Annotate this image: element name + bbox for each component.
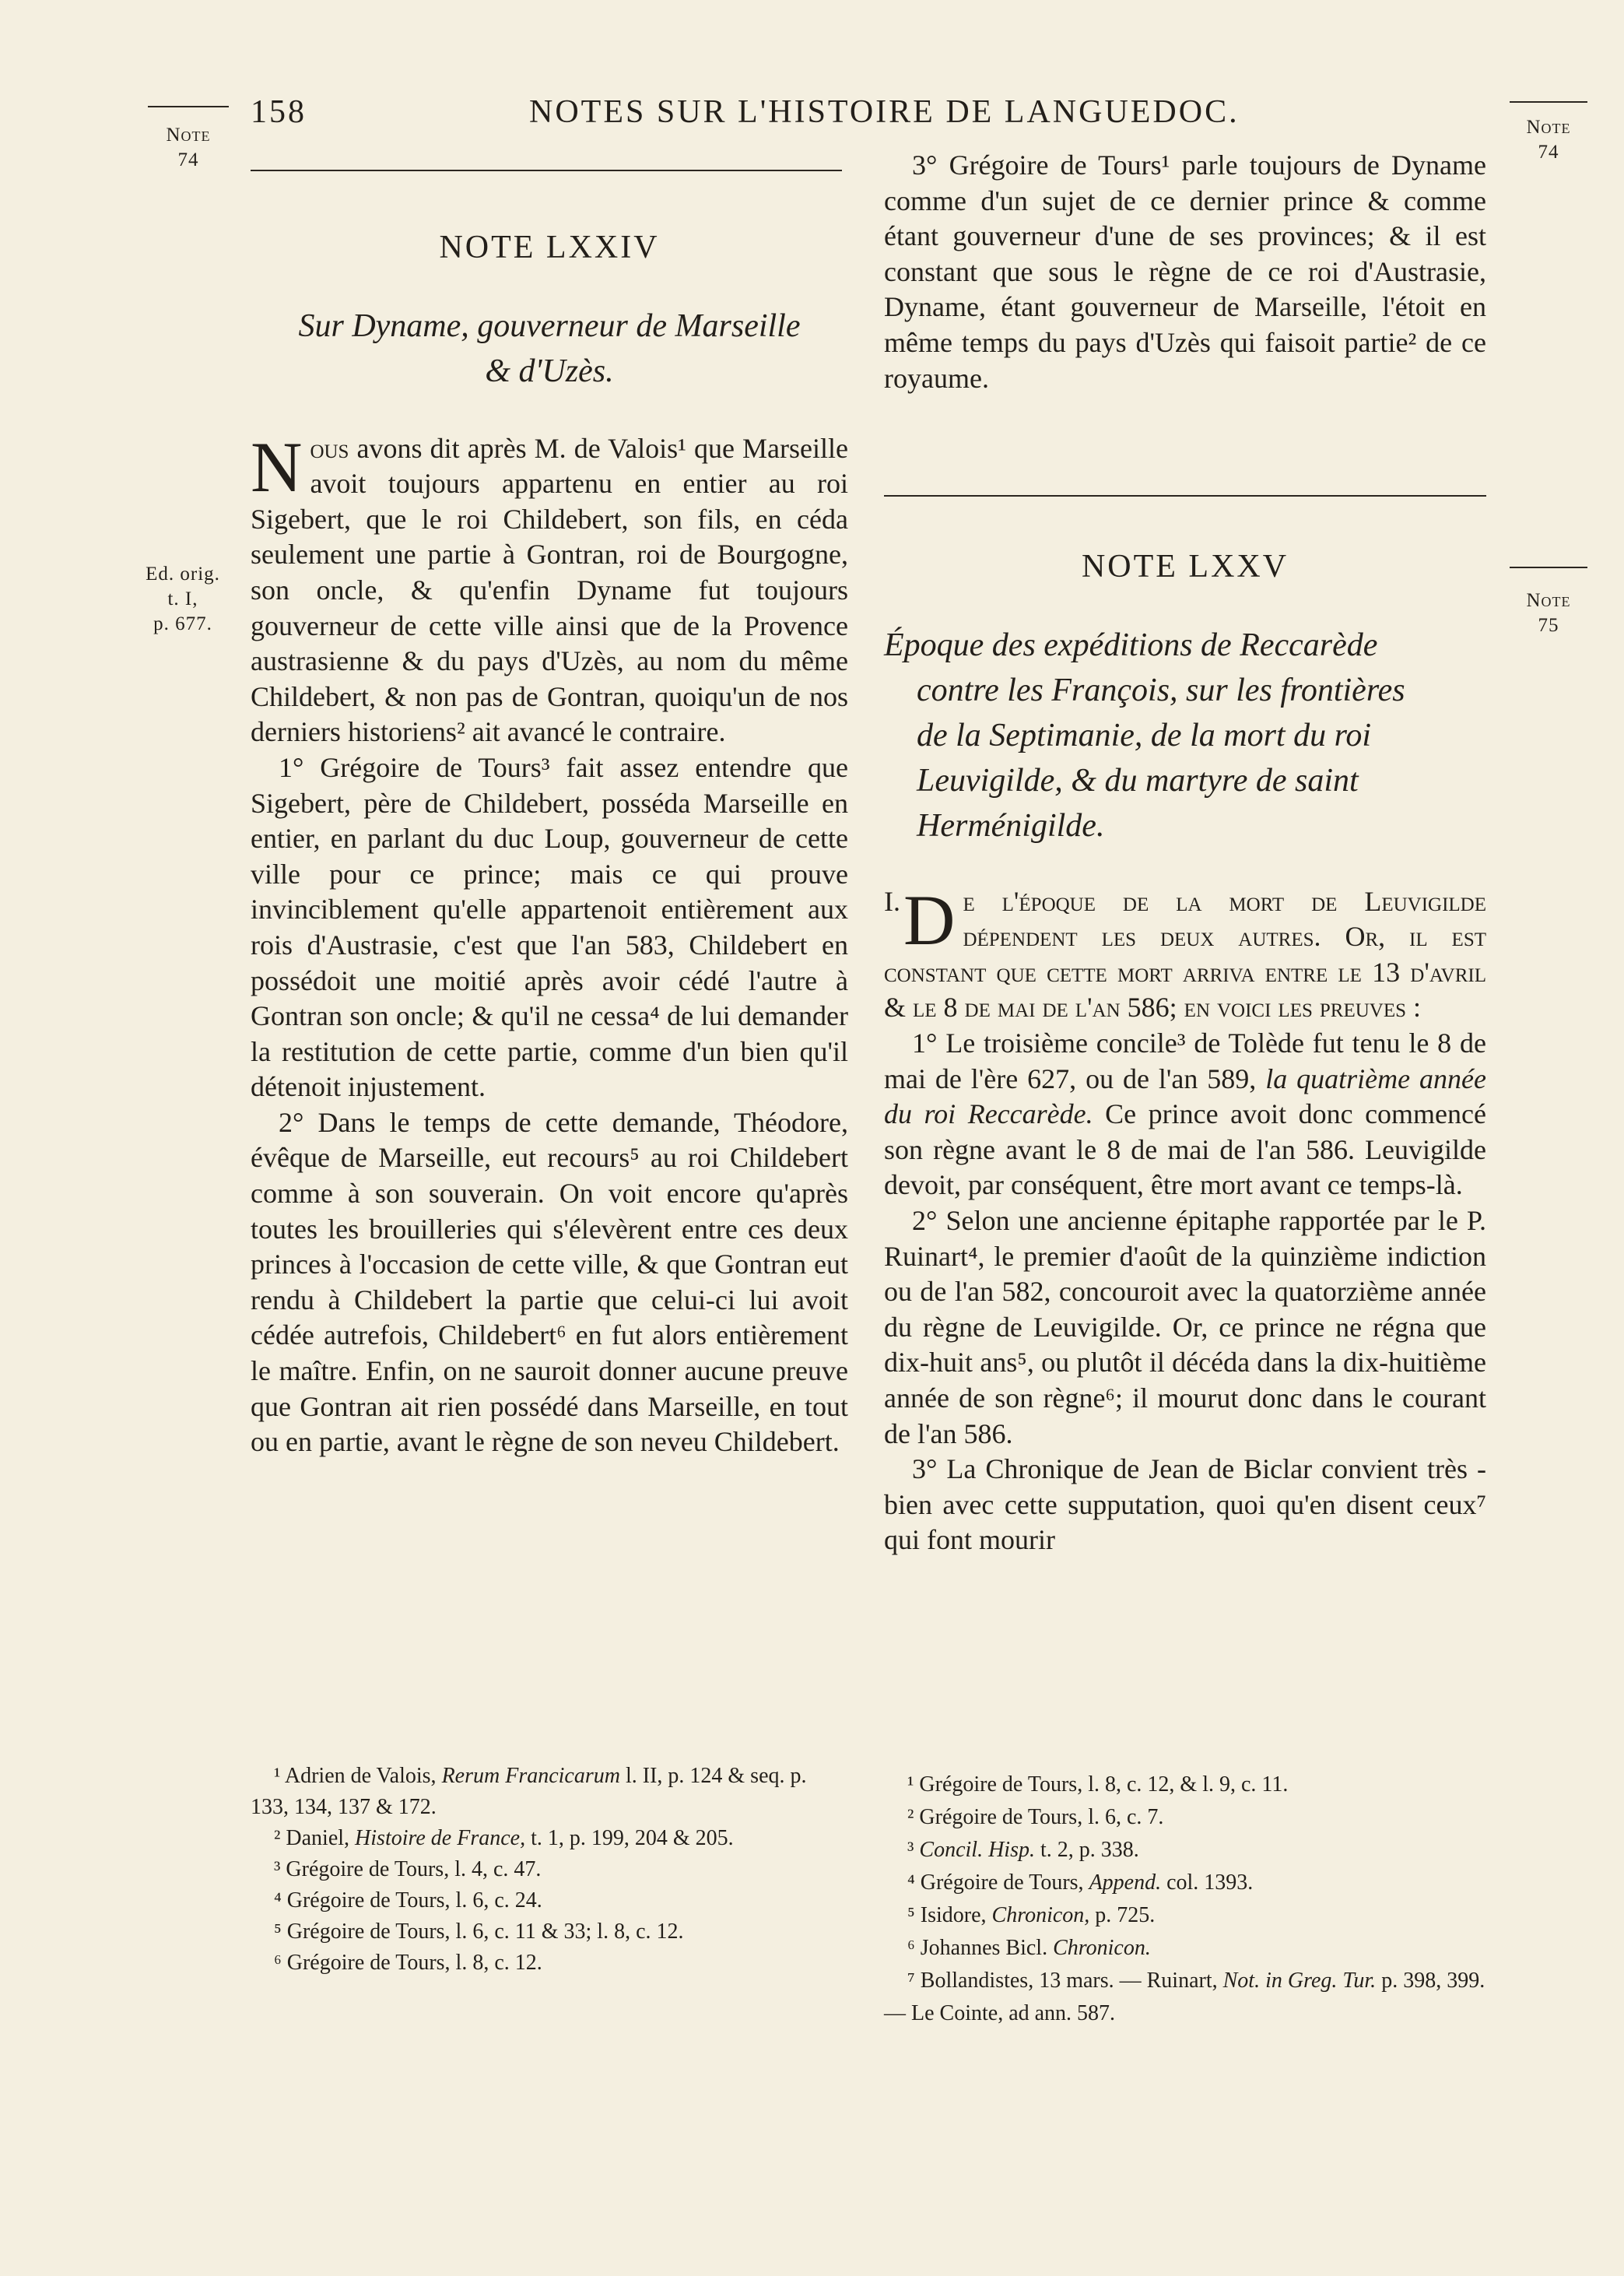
note74-title: NOTE LXXIV — [439, 230, 660, 265]
right-margin-rule-mid — [1510, 567, 1587, 568]
right-note-mid-label: Note — [1526, 590, 1571, 611]
left-footnote: ⁶ Grégoire de Tours, l. 8, c. 12. — [274, 1951, 542, 1975]
header-rule — [251, 170, 842, 171]
note75-subtitle-2: contre les François, sur les frontières — [917, 672, 1405, 708]
note75-subtitle-1: Époque des expéditions de Reccarède — [884, 627, 1378, 663]
ed-orig-line1: Ed. orig. — [146, 564, 220, 585]
left-column — [251, 230, 848, 1460]
right-footnote: ⁴ Grégoire de Tours, Append. col. 1393. — [907, 1870, 1254, 1895]
right-margin-note-top — [1510, 115, 1587, 165]
left-footnote: ² Daniel, Histoire de France, t. 1, p. 199, 204 & 205. — [274, 1826, 734, 1850]
note75-block — [884, 550, 1486, 1558]
note75-title: NOTE LXXV — [1081, 549, 1289, 585]
right-footnote: ³ Concil. Hisp. t. 2, p. 338. — [907, 1838, 1139, 1862]
note74-dropcap: N — [251, 427, 303, 507]
left-note-label: Note — [166, 125, 211, 146]
right-footnote: ⁶ Johannes Bicl. Chronicon. — [907, 1936, 1151, 1960]
note74-para1-smallcaps: ous — [310, 432, 349, 464]
note75-para3: 2° Selon une ancienne épitaphe rapportée par le P. Ruinart⁴, le premier d'août de la quinzième indiction ou de l'an 582, concouroit avec la quatorzième année du règne de Leuvigilde. Or, ce prince ne régna que dix-huit ans⁵, ou plutôt il décéda dans la dix-huitième année de son règne⁶; il mourut donc dans le courant de l'an 586. — [884, 1204, 1486, 1449]
left-footnotes — [251, 1761, 848, 1979]
note75-subtitle-3: de la Septimanie, de la mort du roi — [917, 717, 1372, 753]
right-note-top-label: Note — [1526, 117, 1571, 138]
note75-para2: 1° Le troisième concile³ de Tolède fut tenu le 8 de mai de l'ère 627, ou de l'an 589, la quatrième année du roi Reccarède. Ce prince avoit donc commencé son règne avant le 8 de mai de l'an 586. Leuvigilde devoit, par conséquent, être mort avant ce temps-là. — [884, 1027, 1486, 1201]
ed-orig-line2: t. I, — [167, 588, 198, 609]
left-note-number: 74 — [177, 149, 199, 170]
note74-subtitle-1: Sur Dyname, gouverneur de Marseille — [298, 307, 801, 344]
right-footnote: ⁷ Bollandistes, 13 mars. — Ruinart, Not. in Greg. Tur. p. 398, 399. — Le Cointe, ad ann. 587. — [884, 1969, 1485, 2025]
note75-para2-italic: la quatrième année du roi Reccarède. — [884, 1062, 1486, 1130]
running-title: NOTES SUR L'HISTOIRE DE LANGUEDOC. — [529, 94, 1240, 130]
note75-para1 — [884, 880, 1486, 1026]
right-note-mid-number: 75 — [1538, 615, 1559, 636]
left-margin-note — [148, 123, 229, 173]
note74-para1 — [251, 427, 848, 750]
note74-para3: 2° Dans le temps de cette demande, Théodore, évêque de Marseille, eut recours⁵ au roi Childebert comme à son souverain. On voit encore qu'après toutes les brouilleries qui s'élevèrent entre ces deux princes à l'occasion de cette ville, & que Gontran eut rendu à Childebert la partie que celui-ci lui avoit cédée autrefois, Childebert⁶ en fut alors entièrement le maître. Enfin, on ne sauroit donner aucune preuve que Gontran ait rien possédé dans Marseille, en tout ou en partie, avant le règne de son neveu Childebert. — [251, 1106, 848, 1458]
note74-para1-text: avons dit après M. de Valois¹ que Marseille avoit toujours appartenu en entier au roi Sigebert, que le roi Childebert, son fils, en céda seulement une partie à Gontran, roi de Bourgogne, son oncle, & qu'enfin Dyname fut toujours gouverneur de cette ville ainsi que de la Provence austrasienne & du pays d'Uzès, au nom du même Childebert, & non pas de Gontran, quoiqu'un de nos derniers historiens² ait avancé le contraire. — [251, 432, 848, 748]
right-footnote: ¹ Grégoire de Tours, l. 8, c. 12, & l. 9, c. 11. — [907, 1772, 1289, 1797]
right-footnotes — [884, 1768, 1486, 2030]
note74-para2: 1° Grégoire de Tours³ fait assez entendre que Sigebert, père de Childebert, posséda Marseille en entier, en parlant du duc Loup, gouverneur de cette ville pour ce prince; mais ce qui prouve invinciblement qu'elle appartenoit entièrement aux rois d'Austrasie, c'est que l'an 583, Childebert en possédoit une moitié après avoir cédé l'autre à Gontran son oncle; & qu'il ne cessa⁴ de lui demander la restitution de cette partie, comme d'un bien qu'il détenoit injustement. — [251, 751, 848, 1103]
page-number: 158 — [251, 94, 307, 130]
mid-rule — [884, 495, 1486, 497]
right-margin-note-mid — [1510, 588, 1587, 638]
ed-orig-line3: p. 677. — [153, 613, 212, 634]
note75-subtitle-4: Leuvigilde, & du martyre de saint — [917, 762, 1359, 799]
left-margin-rule — [148, 106, 229, 107]
left-footnote: ¹ Adrien de Valois, Rerum Francicarum l. II, p. 124 & seq. p. 133, 134, 137 & 172. — [251, 1764, 807, 1819]
note75-subtitle-5: Herménigilde. — [917, 807, 1105, 844]
left-footnote: ⁴ Grégoire de Tours, l. 6, c. 24. — [274, 1888, 542, 1912]
left-footnote: ³ Grégoire de Tours, l. 4, c. 47. — [274, 1857, 542, 1881]
note75-section-numeral: I. — [884, 885, 900, 917]
right-margin-rule-top — [1510, 101, 1587, 103]
right-footnote: ⁵ Isidore, Chronicon, p. 725. — [907, 1903, 1156, 1927]
right-column — [884, 148, 1486, 396]
left-footnote: ⁵ Grégoire de Tours, l. 6, c. 11 & 33; l. 8, c. 12. — [274, 1919, 684, 1944]
note75-dropcap: D — [903, 880, 956, 960]
right-note-top-number: 74 — [1538, 142, 1559, 163]
note74-subtitle-2: & d'Uzès. — [485, 353, 614, 389]
note75-para1-text: e l'époque de la mort de Leuvigilde dépendent les deux autres. Or, il est constant que cette mort arriva entre le 13 d'avril & le 8 de mai de l'an 586; en voici les preuves : — [884, 885, 1486, 1024]
right-footnote: ² Grégoire de Tours, l. 6, c. 7. — [907, 1805, 1164, 1829]
ed-orig-margin — [140, 562, 226, 637]
note75-para4: 3° La Chronique de Jean de Biclar convient très - bien avec cette supputation, quoi qu'en disent ceux⁷ qui font mourir — [884, 1453, 1486, 1556]
note74-para4: 3° Grégoire de Tours¹ parle toujours de Dyname comme d'un sujet de ce dernier prince & comme étant gouverneur d'une de ses provinces; & il est constant que sous le règne de ce roi d'Austrasie, Dyname, étant gouverneur de Marseille, l'étoit en même temps du pays d'Uzès qui faisoit partie² de ce royaume. — [884, 149, 1486, 394]
